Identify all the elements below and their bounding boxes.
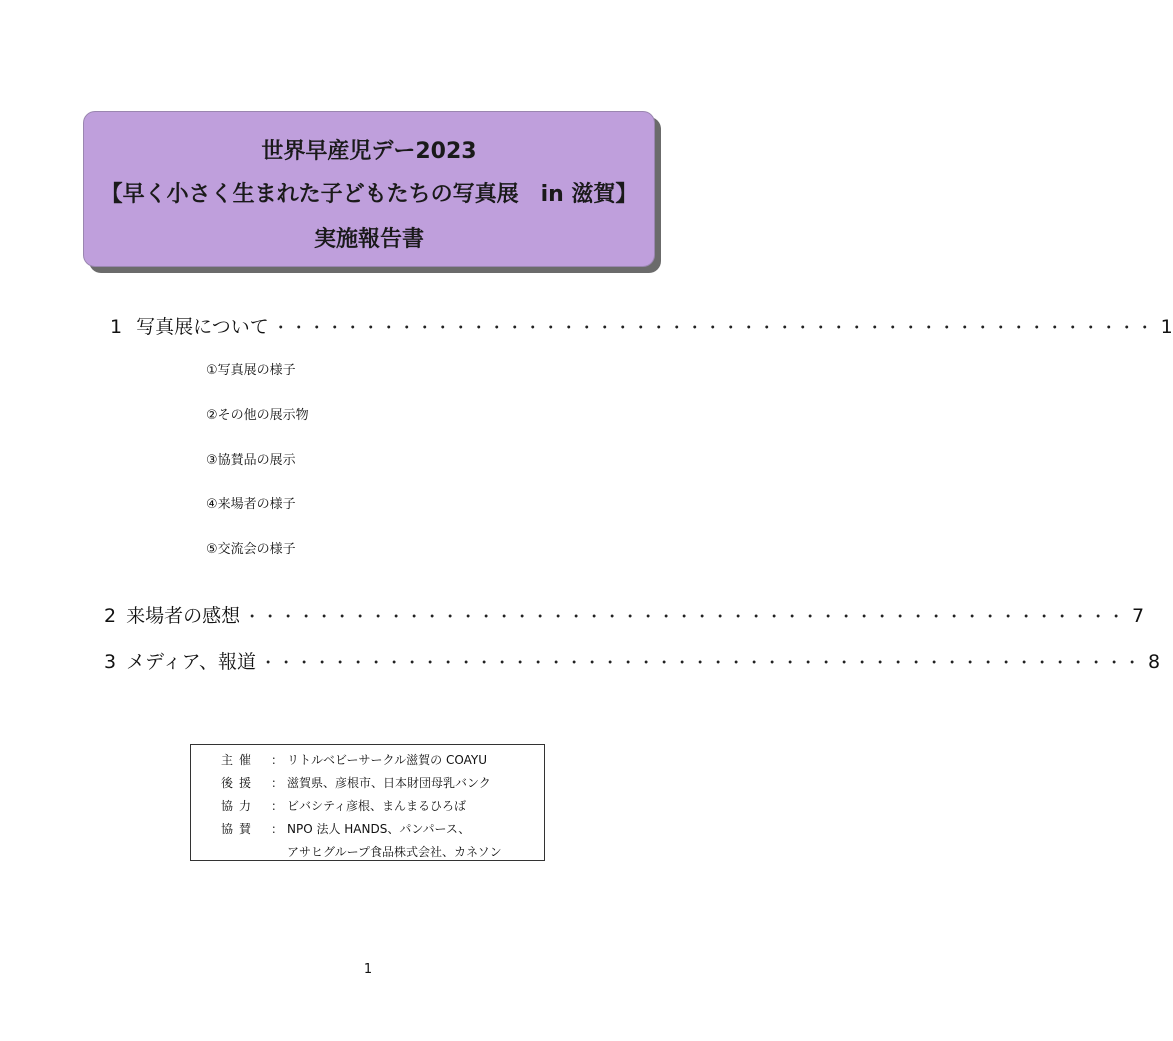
sponsor-value: アサヒグループ食品株式会社、カネソン — [287, 845, 502, 859]
sponsor-row-support — [191, 774, 546, 792]
toc-leader-dots: ・・・・・・・・・・・・・・・・・・・・・・・・・・・・・・・・・・・・・・・・・・・・・・・・・ — [260, 653, 1143, 672]
page-number: 1 — [363, 962, 373, 977]
sponsor-value: ビバシティ彦根、まんまるひろば — [287, 799, 467, 813]
toc-title: メディア、報道 — [126, 651, 257, 673]
sponsor-label: 協力 — [221, 799, 258, 813]
toc-number: 1 — [110, 316, 123, 338]
toc-entry-3 — [104, 647, 1161, 675]
toc-number: 3 — [104, 651, 117, 673]
report-title-line3: 実施報告書 — [313, 227, 424, 252]
toc-title: 来場者の感想 — [126, 605, 241, 627]
sponsor-colon: ： — [271, 822, 284, 836]
sponsor-row-sponsorship-cont — [191, 843, 546, 861]
sponsor-label: 主催 — [221, 753, 258, 767]
sponsor-row-sponsorship — [191, 820, 546, 838]
report-title-line1: 世界早産児デー2023 — [261, 139, 477, 164]
sponsor-label: 後援 — [221, 776, 258, 790]
toc-page: 7 — [1132, 605, 1145, 627]
toc-page: 8 — [1147, 651, 1161, 673]
sponsor-value: 滋賀県、彦根市、日本財団母乳バンク — [287, 776, 491, 790]
report-title-line2: 【早く小さく生まれた子どもたちの写真展 in 滋賀】 — [100, 182, 638, 207]
toc-leader-dots: ・・・・・・・・・・・・・・・・・・・・・・・・・・・・・・・・・・・・・・・・・・・・・・・・・ — [272, 318, 1155, 337]
toc-subitem: ④来場者の様子 — [206, 497, 296, 512]
toc-entry-1 — [104, 312, 1173, 340]
sponsor-colon: ： — [271, 753, 284, 767]
title-box — [83, 111, 655, 267]
toc-subitem: ②その他の展示物 — [206, 408, 309, 423]
sponsor-label: 協賛 — [221, 822, 258, 836]
sponsor-row-organizer — [191, 751, 546, 769]
sponsor-value: NPO 法人 HANDS、パンパース、 — [287, 822, 471, 836]
sponsor-value: リトルベビーサークル滋賀の COAYU — [287, 753, 487, 767]
toc-number: 2 — [104, 605, 117, 627]
toc-subitem: ⑤交流会の様子 — [206, 542, 296, 557]
toc-title: 写真展について — [136, 316, 269, 338]
sponsor-colon: ： — [271, 799, 284, 813]
toc-entry-2 — [104, 601, 1145, 629]
sponsor-box — [190, 744, 545, 861]
sponsor-row-cooperation — [191, 797, 546, 815]
toc-subitem: ①写真展の様子 — [206, 363, 296, 378]
toc-leader-dots: ・・・・・・・・・・・・・・・・・・・・・・・・・・・・・・・・・・・・・・・・・・・・・・・・・ — [244, 607, 1127, 626]
toc-subitem: ③協賛品の展示 — [206, 453, 296, 468]
sponsor-colon: ： — [271, 776, 284, 790]
toc-page: 1 — [1160, 316, 1173, 338]
